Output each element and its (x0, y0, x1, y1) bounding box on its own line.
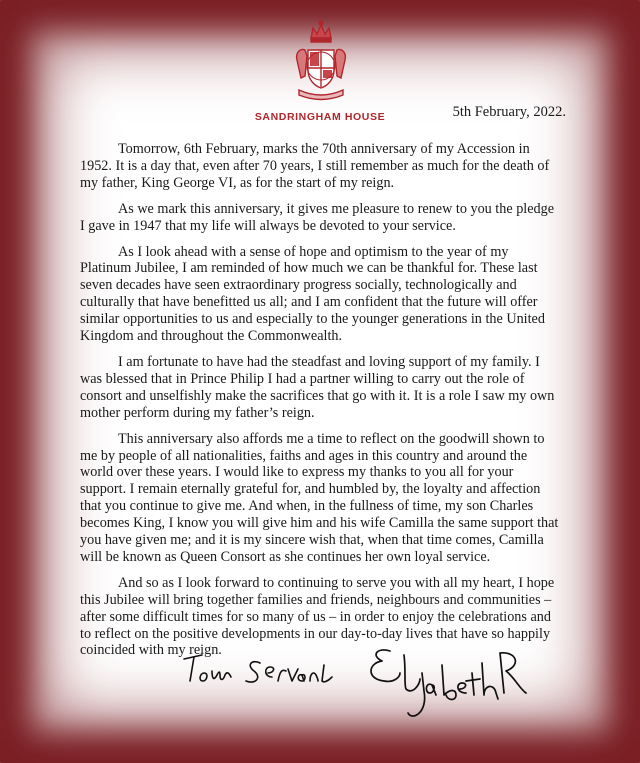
letter-body (80, 141, 560, 668)
royal-coat-of-arms-icon (291, 20, 351, 102)
signature-closing (180, 645, 350, 725)
signature-name (360, 645, 530, 725)
paragraph: And so as I look forward to continuing to serve you with all my heart, I hope this Jubilee will bring together families and friends, neighbours and communities – after some difficult times for so many of us – in order to enjoy the celebrations and to reflect on the positive developments in our day-to-day lives that have so happily coincided with my reign. (80, 574, 555, 659)
paragraph: I am fortunate to have had the steadfast and loving support of my family. I was blessed that in Prince Philip I had a partner willing to carry out the role of consort and unselfishly make the sacrifices that go with it. It is a role I saw my own mother perform during my father’s reign. (80, 353, 555, 421)
letterhead-org-name: SANDRINGHAM HOUSE (254, 111, 386, 123)
paragraph: As I look ahead with a sense of hope and optimism to the year of my Platinum Jubilee, I am reminded of how much we can be thankful for. These last seven decades have seen extraordinary progress socially, technologically and culturally that have benefitted us all; and I am confident that the future will offer similar opportunities to us and especially to the younger generations in the United Kingdom and throughout the Commonwealth. (80, 243, 545, 345)
paragraph: Tomorrow, 6th February, marks the 70th anniversary of my Accession in 1952. It is a day that, even after 70 years, I still remember as much for the death of my father, King George VI, as for the start of my reign. (80, 141, 550, 191)
paragraph: As we mark this anniversary, it gives me pleasure to renew to you the pledge I gave in 1947 that my life will always be devoted to your service. (80, 200, 555, 234)
letter-date: 5th February, 2022. (452, 104, 566, 120)
paragraph: This anniversary also affords me a time to reflect on the goodwill shown to me by people of all nationalities, faiths and ages in this country and around the world over these years. I would like to express my thanks to you all for your support. I remain eternally grateful for, and humbled by, the loyalty and affection that you continue to give me. And when, in the fullness of time, my son Charles becomes King, I know you will give him and his wife Camilla the same support that you have given me; and it is my sincere wish that, when that time comes, Camilla will be known as Queen Consort as she continues her own loyal service. (80, 430, 559, 565)
